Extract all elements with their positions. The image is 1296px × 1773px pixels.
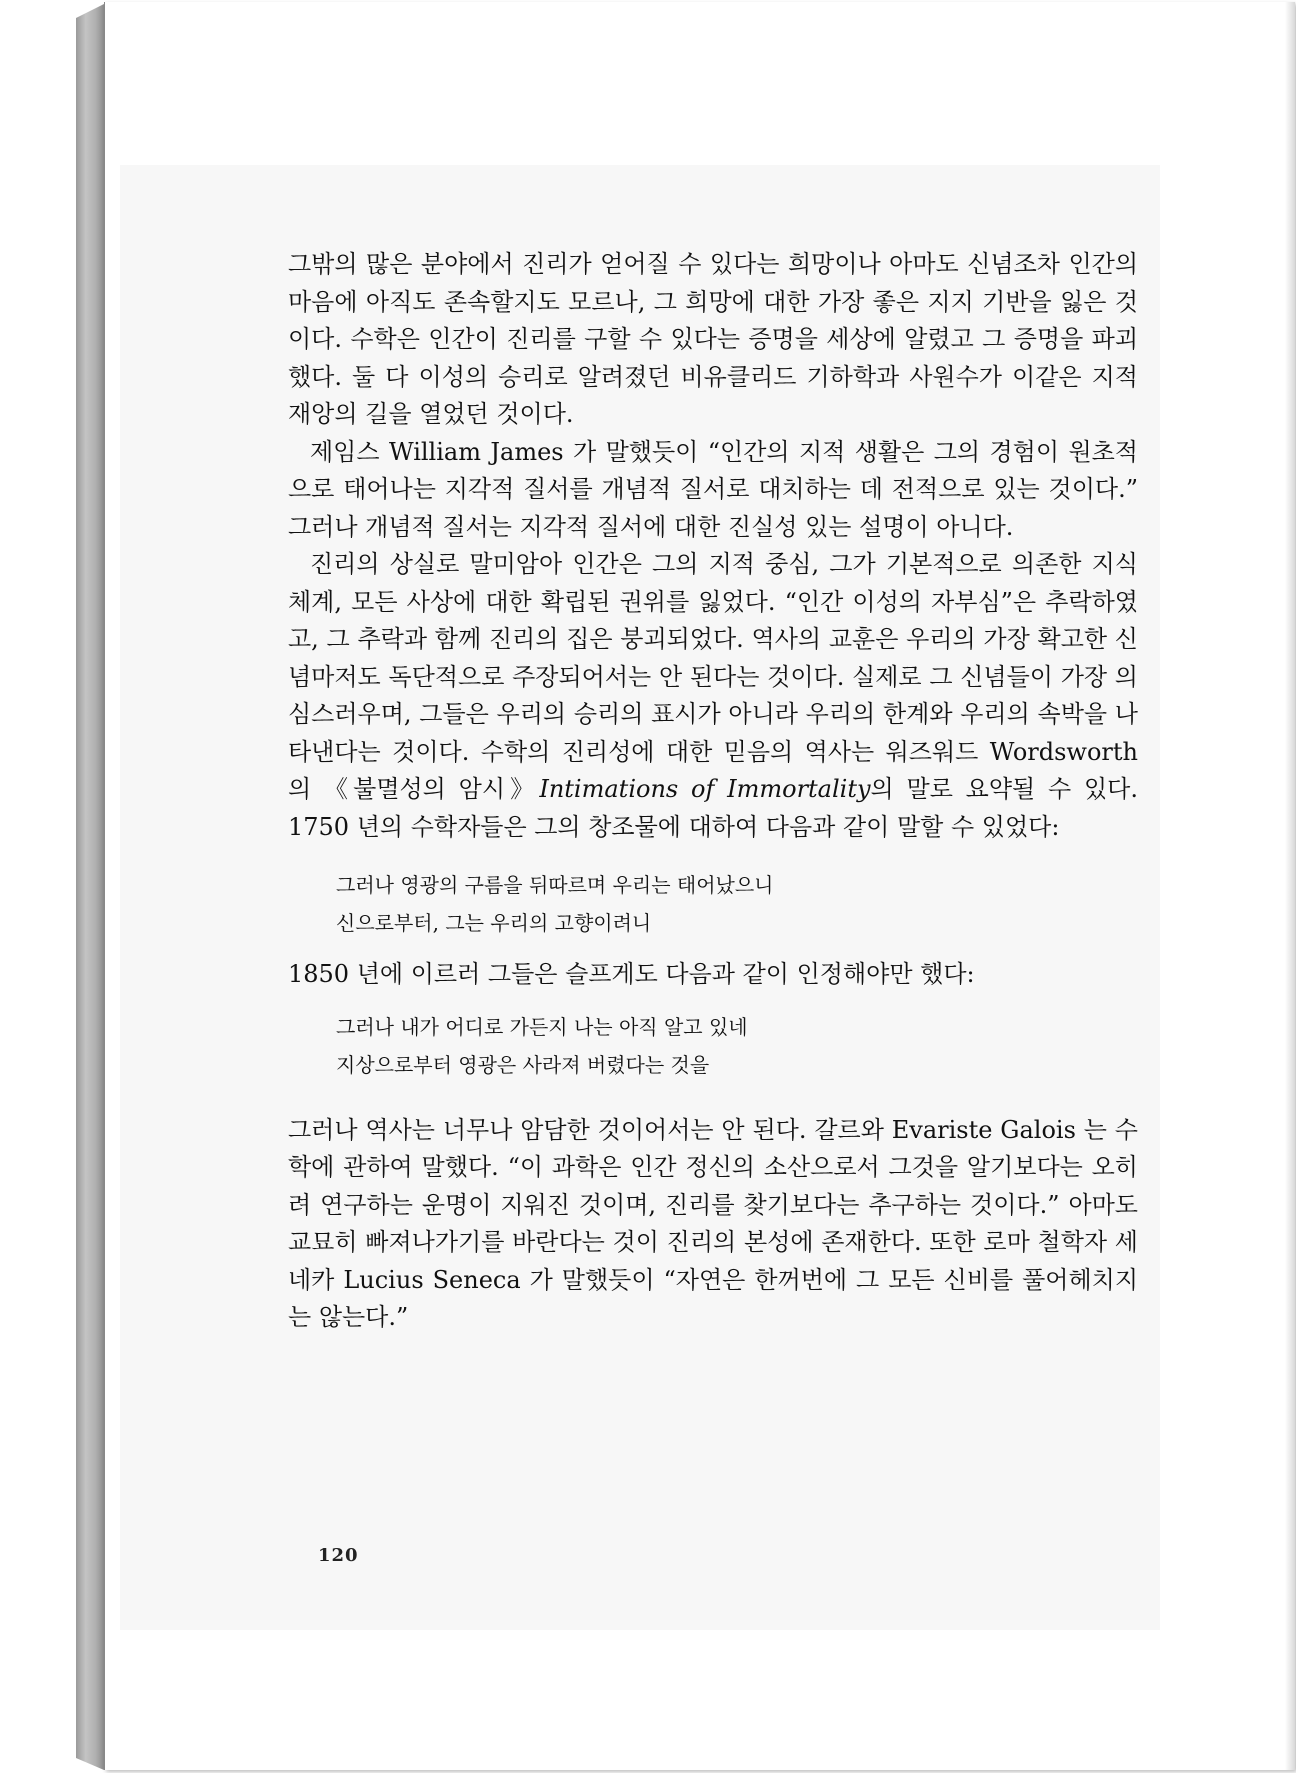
page-text-body <box>288 246 1138 1337</box>
verse-2 <box>288 1008 1138 1084</box>
page-edge-shade <box>1285 2 1295 1770</box>
paragraph-3 <box>288 546 1138 846</box>
paragraph-2: 제임스 William James 가 말했듯이 “인간의 지적 생활은 그의 경험이 원초적으로 태어나는 지각적 질서를 개념적 질서로 대치하는 데 전적으로 있는 것이다.” 그러나 개념적 질서는 지각적 질서에 대한 진실성 있는 설명이 아니다. <box>288 437 1138 541</box>
paragraph-3-text-a: 진리의 상실로 말미암아 인간은 그의 지적 중심, 그가 기본적으로 의존한 지식 체계, 모든 사상에 대한 확립된 권위를 잃었다. “인간 이성의 자부심”은 추락하였고, 그 추락과 함께 진리의 집은 붕괴되었다. 역사의 교훈은 우리의 가장 확고한 신념마저도 독단적으로 주장되어서는 안 된다는 것이다. 실제로 그 신념들이 가장 의심스러우며, 그들은 우리의 승리의 표시가 아니라 우리의 한계와 우리의 속박을 나타낸다는 것이다. 수학의 진리성에 대한 믿음의 역사는 워즈워드 Wordsworth 의 《불멸성의 암시》 <box>288 550 1138 803</box>
verse-2-line-2: 지상으로부터 영광은 사라져 버렸다는 것을 <box>336 1052 710 1077</box>
verse-1-line-1: 그러나 영광의 구름을 뒤따르며 우리는 태어났으니 <box>336 873 774 897</box>
verse-1 <box>288 866 1138 942</box>
page-number: 120 <box>318 1545 359 1566</box>
paragraph-1: 그밖의 많은 분야에서 진리가 얻어질 수 있다는 희망이나 아마도 신념조차 인간의 마음에 아직도 존속할지도 모르나, 그 희망에 대한 가장 좋은 지지 기반을 잃은 것이다. 수학은 인간이 진리를 구할 수 있다는 증명을 세상에 알렸고 그 증명을 파괴했다. 둘 다 이성의 승리로 알려졌던 비유클리드 기하학과 사원수가 이같은 지적 재앙의 길을 열었던 것이다. <box>288 250 1138 428</box>
verse-1-line-2: 신으로부터, 그는 우리의 고향이려니 <box>336 911 652 935</box>
verse-2-line-1: 그러나 내가 어디로 가든지 나는 아직 알고 있네 <box>336 1014 748 1039</box>
final-paragraph: 그러나 역사는 너무나 암담한 것이어서는 안 된다. 갈르와 Evariste Galois 는 수학에 관하여 말했다. “이 과학은 인간 정신의 소산으로서 그것을 알기보다는 오히려 연구하는 운명이 지워진 것이며, 진리를 찾기보다는 추구하는 것이다.” 아마도 교묘히 빠져나가기를 바란다는 것이 진리의 본성에 존재한다. 또한 로마 철학자 세네카 Lucius Seneca 가 말했듯이 “자연은 한꺼번에 그 모든 신비를 풀어헤치지는 않는다.” <box>288 1115 1138 1331</box>
paragraph-3-text-b: 의 말로 요약될 수 있다. 1750 년의 수학자들은 그의 창조물에 대하여 다음과 같이 말할 수 있었다: <box>288 775 1138 841</box>
paragraph-1850: 1850 년에 이르러 그들은 슬프게도 다음과 같이 인정해야만 했다: <box>288 960 975 988</box>
book-spine <box>76 4 104 1770</box>
paragraph-3-italic-title: Intimations of Immortality <box>539 775 871 803</box>
